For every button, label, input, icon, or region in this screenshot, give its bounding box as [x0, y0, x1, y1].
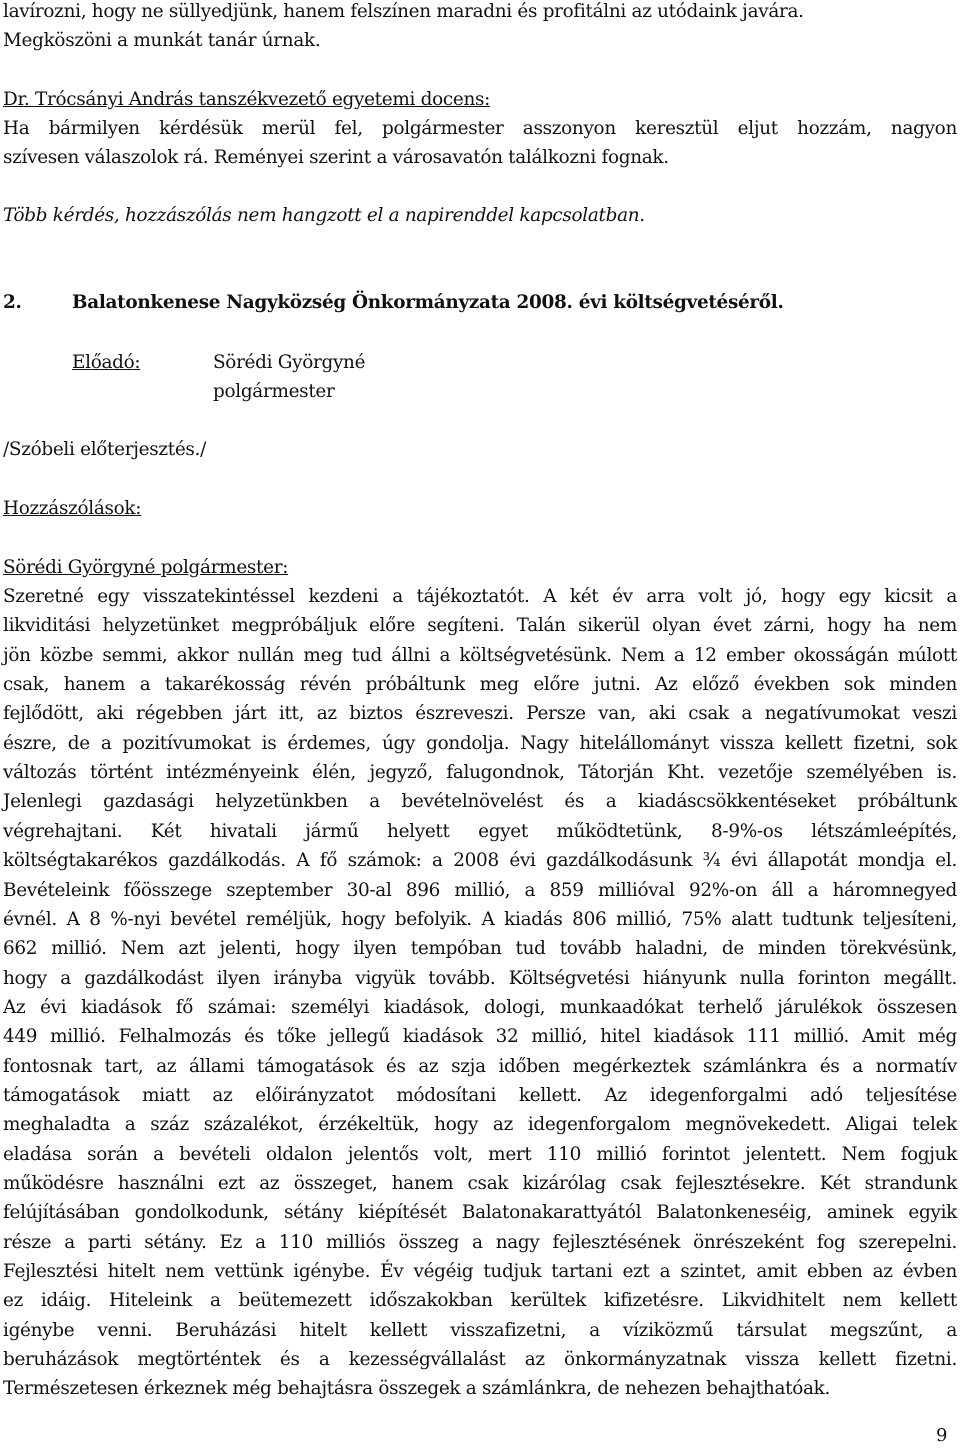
paragraph-line: Természetesen érkeznek még behajtásra összegek a számlánkra, de nehezen behajthatóak. — [3, 1378, 831, 1400]
paragraph-line: támogatások miatt az előirányzatot módosítani kellett. Az idegenforgalmi adó teljesítése — [3, 1084, 957, 1106]
intro-line-2: Megköszöni a munkát tanár úrnak. — [3, 30, 321, 51]
paragraph-line: Bevételeink főösszege szeptember 30-al 896 millió, a 859 millióval 92%-on áll a háromnegyed — [3, 879, 957, 901]
agenda-number: 2. — [3, 292, 22, 313]
paragraph-line: igénybe venni. Beruházási hitelt kellett visszafizetni, a víziközmű társulat megszűnt, a — [3, 1319, 957, 1341]
paragraph-line: 449 millió. Felhalmozás és tőke jellegű kiadások 32 millió, hitel kiadások 111 millió. Amit még — [3, 1026, 957, 1048]
agenda-title: Balatonkenese Nagyközség Önkormányzata 2008. évi költségvetéséről. — [72, 292, 784, 313]
paragraph-line: felújításában gondolkodunk, sétány kiépítését Balatonakarattyától Balatonkeneséig, aminek egyik — [3, 1202, 957, 1224]
intro-line-1: lavírozni, hogy ne süllyedjünk, hanem felszínen maradni és profitálni az utódaink javára. — [3, 1, 804, 22]
comments-heading: Hozzászólások: — [3, 498, 142, 519]
speaker-1-line-1: Ha bármilyen kérdésük merül fel, polgármester asszonyon keresztül eljut hozzám, nagyon — [3, 118, 957, 139]
paragraph-line: Szeretné egy visszatekintéssel kezdeni a tájékoztatót. A két év arra volt jó, hogy egy kicsit a — [3, 586, 957, 607]
paragraph-line: ez idáig. Hiteleink a beütemezett időszakokban kerültek kifizetésre. Likvidhitelt nem kellett — [3, 1290, 957, 1312]
paragraph-line: végrehajtani. Két hivatali jármű helyett egyet működtetünk, 8-9%-os létszámleépítés, — [3, 820, 957, 842]
paragraph-line: működésre használni ezt az összeget, hanem csak kizárólag csak fejlesztésekre. Két strandunk — [3, 1173, 957, 1194]
paragraph-line: meghaladta a száz százalékot, érzékeltük, hogy az idegenforgalom megnövekedett. Aligai telek — [3, 1114, 957, 1136]
paragraph-line: Az évi kiadások fő számai: személyi kiadások, dologi, munkaadókat terhelő járulékok összesen — [3, 996, 957, 1018]
page-number: 9 — [936, 1425, 948, 1446]
paragraph-line: része a parti sétány. Ez a 110 milliós összeg a nagy fejlesztésének önrészeként fog szerepelni. — [3, 1231, 957, 1253]
no-more-questions-note: Több kérdés, hozzászólás nem hangzott el a napirenddel kapcsolatban. — [3, 205, 645, 226]
paragraph-line: évnél. A 8 %-nyi bevétel reméljük, hogy befolyik. A kiadás 806 millió, 75% alatt tudtunk teljesíteni, — [3, 908, 957, 930]
oral-presentation-note: /Szóbeli előterjesztés./ — [3, 439, 206, 460]
speaker-1-name: Dr. Trócsányi András tanszékvezető egyetemi docens: — [3, 89, 491, 110]
presenter-label: Előadó: — [72, 352, 141, 373]
paragraph-line: Jelenlegi gazdasági helyzetünkben a bevételnövelést és a kiadáscsökkentéseket próbáltunk — [3, 791, 957, 813]
paragraph-line: likviditási helyzetünket megpróbáljuk előre segíteni. Talán sikerül olyan évet zárni, hogy ha nem — [3, 615, 957, 637]
paragraph-line: eladása során a bevételi oldalon jelentős volt, mert 110 millió forintot jelentett. Nem fogjuk — [3, 1143, 957, 1165]
paragraph-line: változás történt intézményeink élén, jegyző, falugondnok, Tátorján Kht. vezetője személyében is. — [3, 762, 957, 784]
paragraph-line: csak, hanem a takarékosság révén próbáltunk meg előre jutni. Az előző években sok minden — [3, 674, 957, 696]
paragraph-line: fontosnak tart, az állami támogatások és az szja időben megérkeztek számlánkra és a normatív — [3, 1055, 957, 1077]
paragraph-line: hogy a gazdálkodást ilyen irányba vigyük tovább. Költségvetési hiányunk nulla forinton megállt. — [3, 967, 957, 989]
paragraph-line: Fejlesztési hitelt nem vettünk igénybe. Év végéig tudjuk tartani ezt a szintet, amit ebben az évben — [3, 1261, 957, 1283]
presenter-role: polgármester — [213, 381, 335, 402]
presenter-name: Sörédi Györgyné — [213, 352, 366, 373]
paragraph-line: költségtakarékos gazdálkodás. A fő számok: a 2008 évi gazdálkodásunk ¾ évi állapotát mondja el. — [3, 850, 957, 872]
paragraph-line: 662 millió. Nem azt jelenti, hogy ilyen tempóban tud tovább haladni, de minden törekvésünk, — [3, 938, 957, 960]
paragraph-line: beruházások megtörténtek és a kezességvállalást az önkormányzatnak vissza kellett fizetni. — [3, 1349, 957, 1371]
speaker-1-line-2: szívesen válaszolok rá. Reményei szerint a városavatón találkozni fognak. — [3, 147, 669, 168]
paragraph-line: jön közbe semmi, akkor nullán meg tud állni a költségvetésünk. Nem a 12 ember okosságán múlott — [3, 644, 957, 666]
paragraph-line: észre, de a pozitívumokat is érdemes, úgy gondolja. Nagy hitelállományt vissza kellett fizetni, sok — [3, 732, 957, 754]
paragraph-line: fejlődött, aki régebben járt itt, az biztos észreveszi. Persze van, aki csak a negatívumokat veszi — [3, 703, 957, 725]
speaker-2-name: Sörédi Györgyné polgármester: — [3, 557, 289, 578]
